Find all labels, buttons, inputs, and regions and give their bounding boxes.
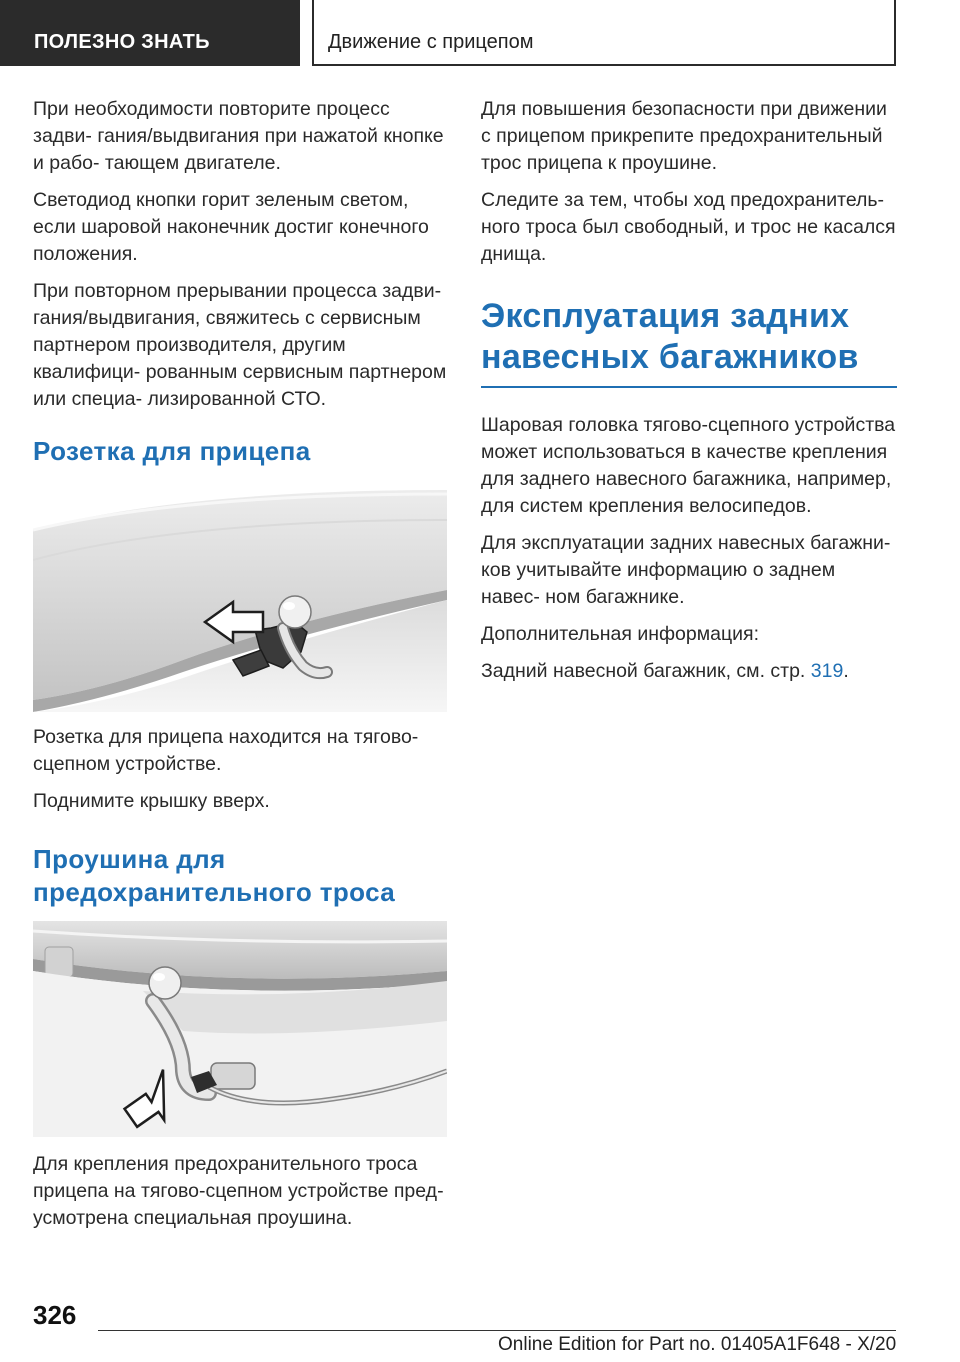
- paragraph: Поднимите крышку вверх.: [33, 790, 270, 812]
- left-column: [33, 96, 449, 1242]
- chapter-title: Движение с прицепом: [312, 0, 896, 66]
- section-title: ПОЛЕЗНО ЗНАТЬ: [0, 0, 300, 66]
- paragraph: Розетка для прицепа находится на тягово- сцепном устройстве.: [33, 726, 419, 775]
- right-column: [481, 96, 897, 695]
- page-header: [0, 0, 960, 66]
- paragraph: Следите за тем, чтобы ход предохранитель- ного троса был свободный, и трос не касался днища.: [481, 189, 896, 265]
- paragraph: Светодиод кнопки горит зеленым светом, если шаровой наконечник достиг конечного положения.: [33, 189, 429, 265]
- xref-text: Задний навесной багажник, см. стр.: [481, 660, 811, 682]
- paragraph: При необходимости повторите процесс задви- гания/выдвигания при нажатой кнопке и рабо- тающем двигателе.: [33, 98, 444, 174]
- page-link[interactable]: 319: [810, 660, 844, 682]
- heading-trailer-socket: Розетка для прицепа: [33, 436, 311, 466]
- paragraph: Для повышения безопасности при движении с прицепом прикрепите предохранительный трос прицепа к проушине.: [481, 98, 887, 174]
- heading-safety-cable-eyelet: Проушина для предохранительного троса: [33, 844, 396, 907]
- edition-note: Online Edition for Part no. 01405A1F648 - X/20: [498, 1334, 897, 1355]
- paragraph: Дополнительная информация:: [481, 623, 760, 645]
- paragraph: При повторном прерывании процесса задви- гания/выдвигания, свяжитесь с сервисным партнером производителя, другим квалифици- рованным сервисным партнером или специа- лизированной СТО.: [33, 280, 447, 410]
- paragraph: Для эксплуатации задних навесных багажни- ков учитывайте информацию о заднем навес- ном багажнике.: [481, 532, 891, 608]
- paragraph: Шаровая головка тягово-сцепного устройства может использоваться в качестве крепления для заднего навесного багажника, например, для систем крепления велосипедов.: [481, 414, 896, 517]
- paragraph: Для крепления предохранительного троса прицепа на тягово-сцепном устройстве пред- усмотрена специальная проушина.: [33, 1153, 444, 1229]
- xref-end: .: [843, 660, 849, 682]
- cross-reference: [481, 658, 897, 685]
- page-number: 326: [33, 1300, 77, 1330]
- footer-rule: [98, 1330, 896, 1331]
- safety-cable-eyelet-illustration: [33, 921, 447, 1137]
- trailer-socket-illustration: [33, 490, 447, 712]
- section-rule: [481, 386, 897, 388]
- heading-rear-carriers: Эксплуатация задних навесных багажников: [481, 297, 859, 376]
